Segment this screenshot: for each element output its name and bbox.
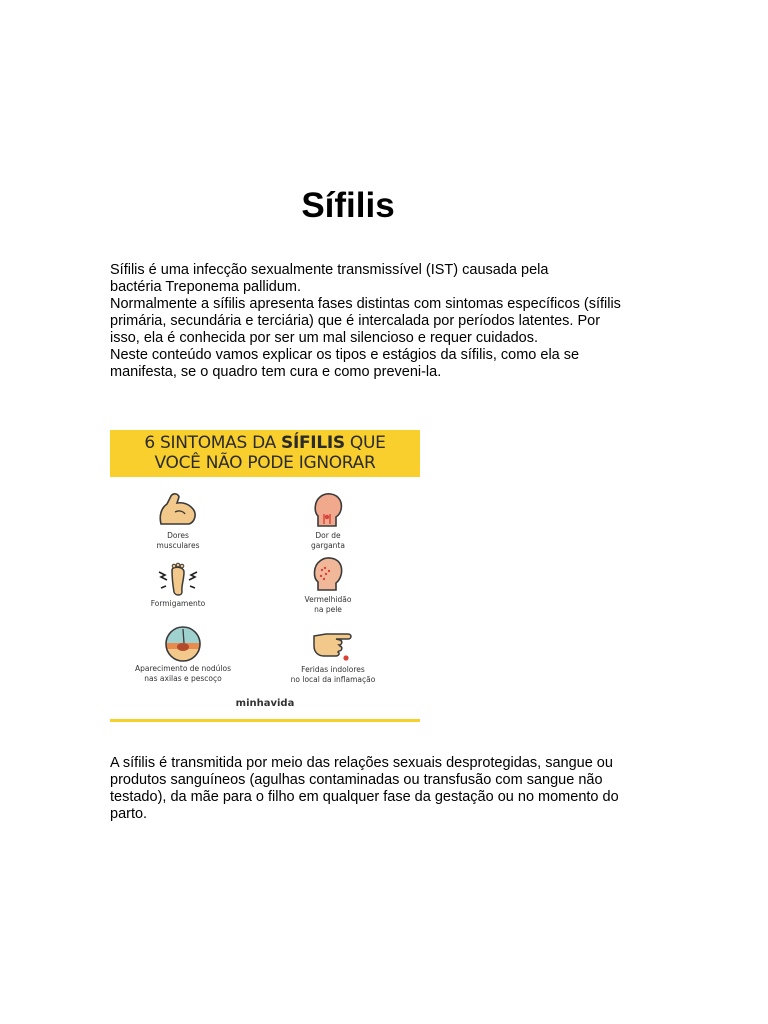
symptom-label: garganta (311, 541, 345, 550)
banner-line-2: VOCÊ NÃO PODE IGNORAR (154, 453, 376, 473)
symptom-label: Aparecimento de nodúlos (134, 664, 231, 673)
symptom-label: Vermelhidão (304, 595, 352, 604)
text-line: Sífilis é uma infecção sexualmente transmissível (IST) causada pela (110, 262, 549, 278)
symptom-label: Dor de (315, 531, 341, 540)
nodule-skin-icon (163, 625, 203, 663)
throat-icon (308, 490, 348, 530)
flexed-arm-icon (155, 490, 201, 530)
brand-logo: minhavida (235, 698, 295, 709)
symptom-painless-wounds (278, 628, 388, 684)
text-line: primária, secundária e terciária) que é intercalada por períodos latentes. Por (110, 313, 601, 329)
intro-paragraph (110, 262, 660, 381)
transmission-paragraph (110, 755, 660, 823)
symptom-label: Formigamento (150, 599, 206, 608)
symptom-label: Dores (167, 531, 189, 540)
symptom-label: nas axilas e pescoço (144, 674, 222, 683)
symptom-tingling (128, 562, 228, 608)
tingling-foot-icon (153, 562, 203, 598)
symptom-label: na pele (314, 605, 342, 614)
page-title: Sífilis (301, 186, 395, 225)
red-skin-face-icon (308, 554, 348, 594)
infographic-banner (110, 430, 420, 477)
wounded-hand-icon (310, 628, 356, 664)
banner-text: 6 SINTOMAS DA (144, 433, 282, 453)
text-line: isso, ela é conhecida por ser um mal silencioso e requer cuidados. (110, 330, 538, 346)
symptom-sore-throat (278, 490, 378, 550)
symptom-label: no local da inflamação (290, 675, 376, 684)
banner-highlight: SÍFILIS (281, 433, 345, 453)
symptom-skin-redness (278, 554, 378, 614)
symptom-nodules (128, 625, 238, 683)
symptom-label: musculares (156, 541, 200, 550)
banner-line-1 (110, 433, 420, 453)
text-line: A sífilis é transmitida por meio das relações sexuais desprotegidas, sangue ou (110, 755, 613, 771)
symptoms-infographic (110, 430, 420, 723)
text-line: testado), da mãe para o filho em qualquer fase da gestação ou no momento do (110, 789, 619, 805)
banner-text: QUE (344, 433, 386, 453)
symptom-muscle-pain (128, 490, 228, 550)
text-line: produtos sanguíneos (agulhas contaminadas ou transfusão com sangue não (110, 772, 603, 788)
text-line: parto. (110, 806, 148, 822)
text-line: Neste conteúdo vamos explicar os tipos e estágios da sífilis, como ela se (110, 347, 580, 363)
infographic-bottom-rule (110, 719, 420, 722)
text-line: bactéria Treponema pallidum. (110, 279, 302, 295)
text-line: Normalmente a sífilis apresenta fases distintas com sintomas específicos (sífilis (110, 296, 621, 312)
symptom-label: Feridas indolores (301, 665, 365, 674)
text-line: manifesta, se o quadro tem cura e como preveni-la. (110, 364, 442, 380)
